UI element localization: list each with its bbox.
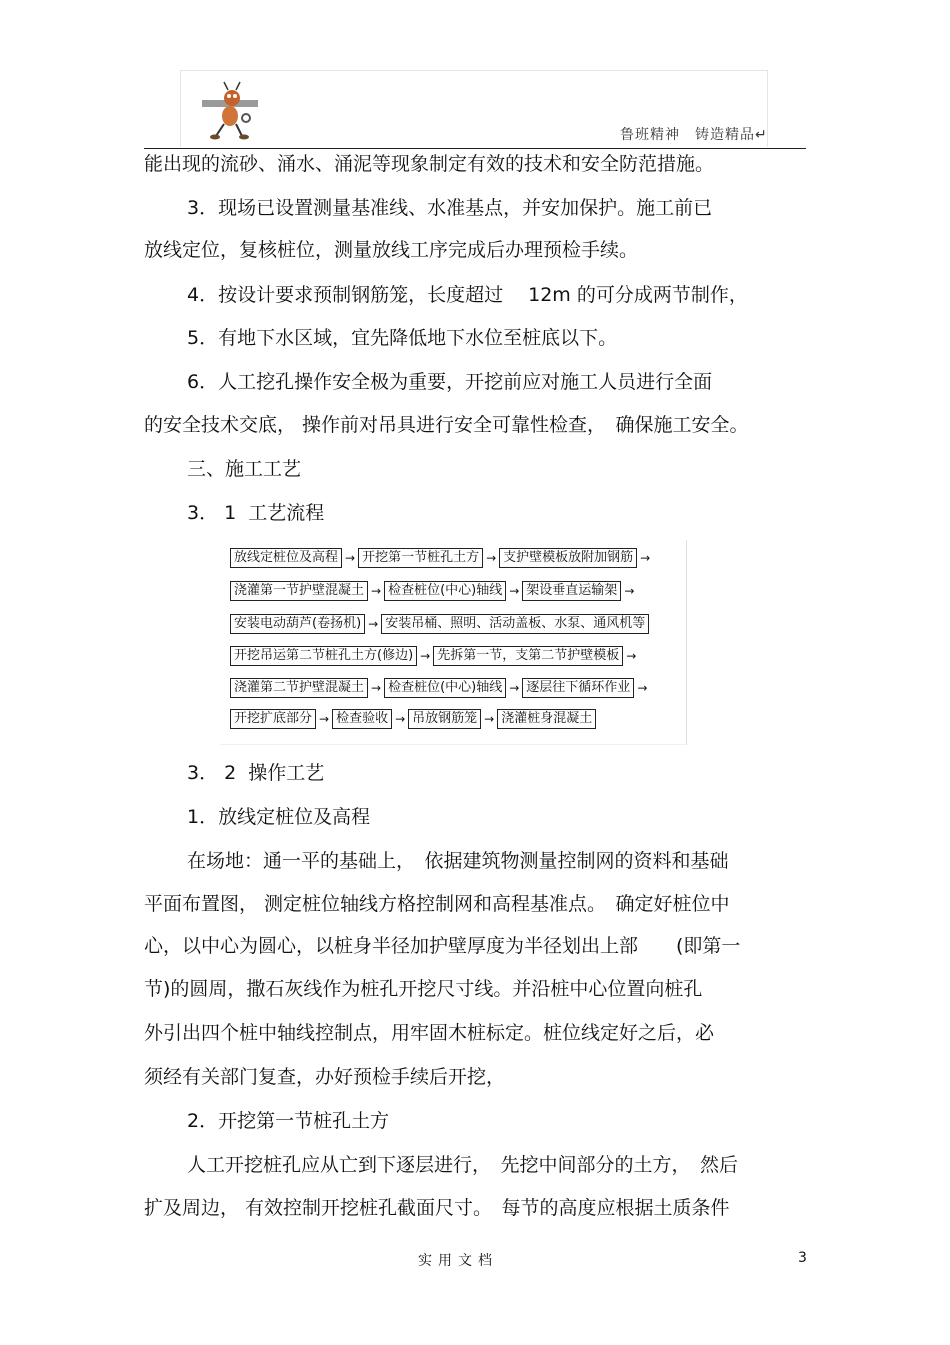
flow-step: 放线定桩位及高程 [230, 548, 342, 568]
page-number: 3 [798, 1250, 807, 1266]
flow-arrow-icon: → [484, 712, 495, 726]
flow-row [230, 547, 653, 569]
flow-row [230, 613, 649, 635]
flow-step: 浇灌第一节护壁混凝土 [230, 581, 368, 601]
process-flowchart [220, 540, 687, 745]
flow-arrow-icon: → [371, 681, 382, 695]
text-line: 3．现场已设置测量基准线、水准基点，并安加保护。施工前已 [187, 197, 713, 219]
text-line: 放线定位，复核桩位，测量放线工序完成后办理预检手续。 [144, 239, 639, 261]
text-line: 外引出四个桩中轴线控制点，用牢固木桩标定。桩位线定好之后，必 [144, 1022, 715, 1044]
flow-step: 逐层往下循环作业 [522, 678, 634, 698]
ant-mascot-logo [198, 78, 262, 142]
flow-step: 浇灌第二节护壁混凝土 [230, 678, 368, 698]
text-line: 扩及周边， 有效控制开挖桩孔截面尺寸。 每节的高度应根据土质条件 [144, 1197, 730, 1219]
text-line: 6．人工挖孔操作安全极为重要，开挖前应对施工人员进行全面 [187, 371, 713, 393]
flow-step: 检查桩位(中心)轴线 [384, 678, 506, 698]
flow-step: 开挖第一节桩孔土方 [358, 548, 483, 568]
text-line: 在场地：通一平的基础上， 依据建筑物测量控制网的资料和基础 [187, 850, 729, 872]
text-line: 4．按设计要求预制钢筋笼，长度超过 12m 的可分成两节制作， [187, 284, 748, 306]
text-line: 5．有地下水区域，宜先降低地下水位至桩底以下。 [187, 327, 618, 349]
text-line: 三、施工工艺 [187, 458, 302, 480]
flow-arrow-icon: → [486, 551, 497, 565]
flow-arrow-icon: → [626, 649, 637, 663]
flow-row [230, 580, 637, 602]
flow-arrow-icon: → [371, 584, 382, 598]
flow-step: 支护壁模板放附加钢筋 [499, 548, 637, 568]
text-line: 3． 1 工艺流程 [187, 502, 325, 524]
flow-row [230, 708, 596, 730]
text-line: 的安全技术交底， 操作前对吊具进行安全可靠性检查， 确保施工安全。 [144, 414, 749, 436]
flow-step: 安装吊桶、照明、活动盖板、水泵、通风机等 [381, 614, 649, 634]
flow-arrow-icon: → [624, 584, 635, 598]
text-line: 平面布置图， 测定桩位轴线方格控制网和高程基准点。 确定好桩位中 [144, 893, 730, 915]
flow-step: 吊放钢筋笼 [408, 709, 481, 729]
text-line: 心，以中心为圆心，以桩身半径加护壁厚度为半径划出上部 (即第一 [144, 935, 741, 957]
flow-step: 检查桩位(中心)轴线 [384, 581, 506, 601]
text-line: 人工开挖桩孔应从亡到下逐层进行， 先挖中间部分的土方， 然后 [187, 1154, 739, 1176]
flow-arrow-icon: → [368, 617, 379, 631]
text-line: 节)的圆周，撒石灰线作为桩孔开挖尺寸线。并沿桩中心位置向桩孔 [144, 978, 703, 1000]
flow-arrow-icon: → [509, 681, 520, 695]
flow-step: 开挖吊运第二节桩孔土方(修边) [230, 646, 417, 666]
flow-step: 开挖扩底部分 [230, 709, 316, 729]
text-line: 1．放线定桩位及高程 [187, 806, 371, 828]
flow-step: 安装电动葫芦(卷扬机) [230, 614, 365, 634]
flow-arrow-icon: → [637, 681, 648, 695]
flow-step: 检查验收 [332, 709, 392, 729]
header-rule [144, 148, 806, 149]
flow-arrow-icon: → [640, 551, 651, 565]
text-line: 须经有关部门复查，办好预检手续后开挖， [144, 1066, 506, 1088]
text-line: 能出现的流砂、涌水、涌泥等现象制定有效的技术和安全防范措施。 [144, 153, 715, 175]
flow-step: 先拆第一节，支第二节护壁模板 [433, 646, 623, 666]
flow-step: 架设垂直运输架 [522, 581, 621, 601]
flow-arrow-icon: → [345, 551, 356, 565]
footer-label: 实用文档 [418, 1253, 498, 1269]
flow-step: 浇灌桩身混凝土 [497, 709, 596, 729]
flow-arrow-icon: → [420, 649, 431, 663]
flow-row [230, 677, 650, 699]
flow-row [230, 645, 639, 667]
text-line: 3． 2 操作工艺 [187, 762, 325, 784]
text-line: 2．开挖第一节桩孔土方 [187, 1110, 390, 1132]
flow-arrow-icon: → [319, 712, 330, 726]
header-slogan: 鲁班精神 铸造精品↵ [620, 127, 768, 143]
flow-arrow-icon: → [395, 712, 406, 726]
flow-arrow-icon: → [509, 584, 520, 598]
